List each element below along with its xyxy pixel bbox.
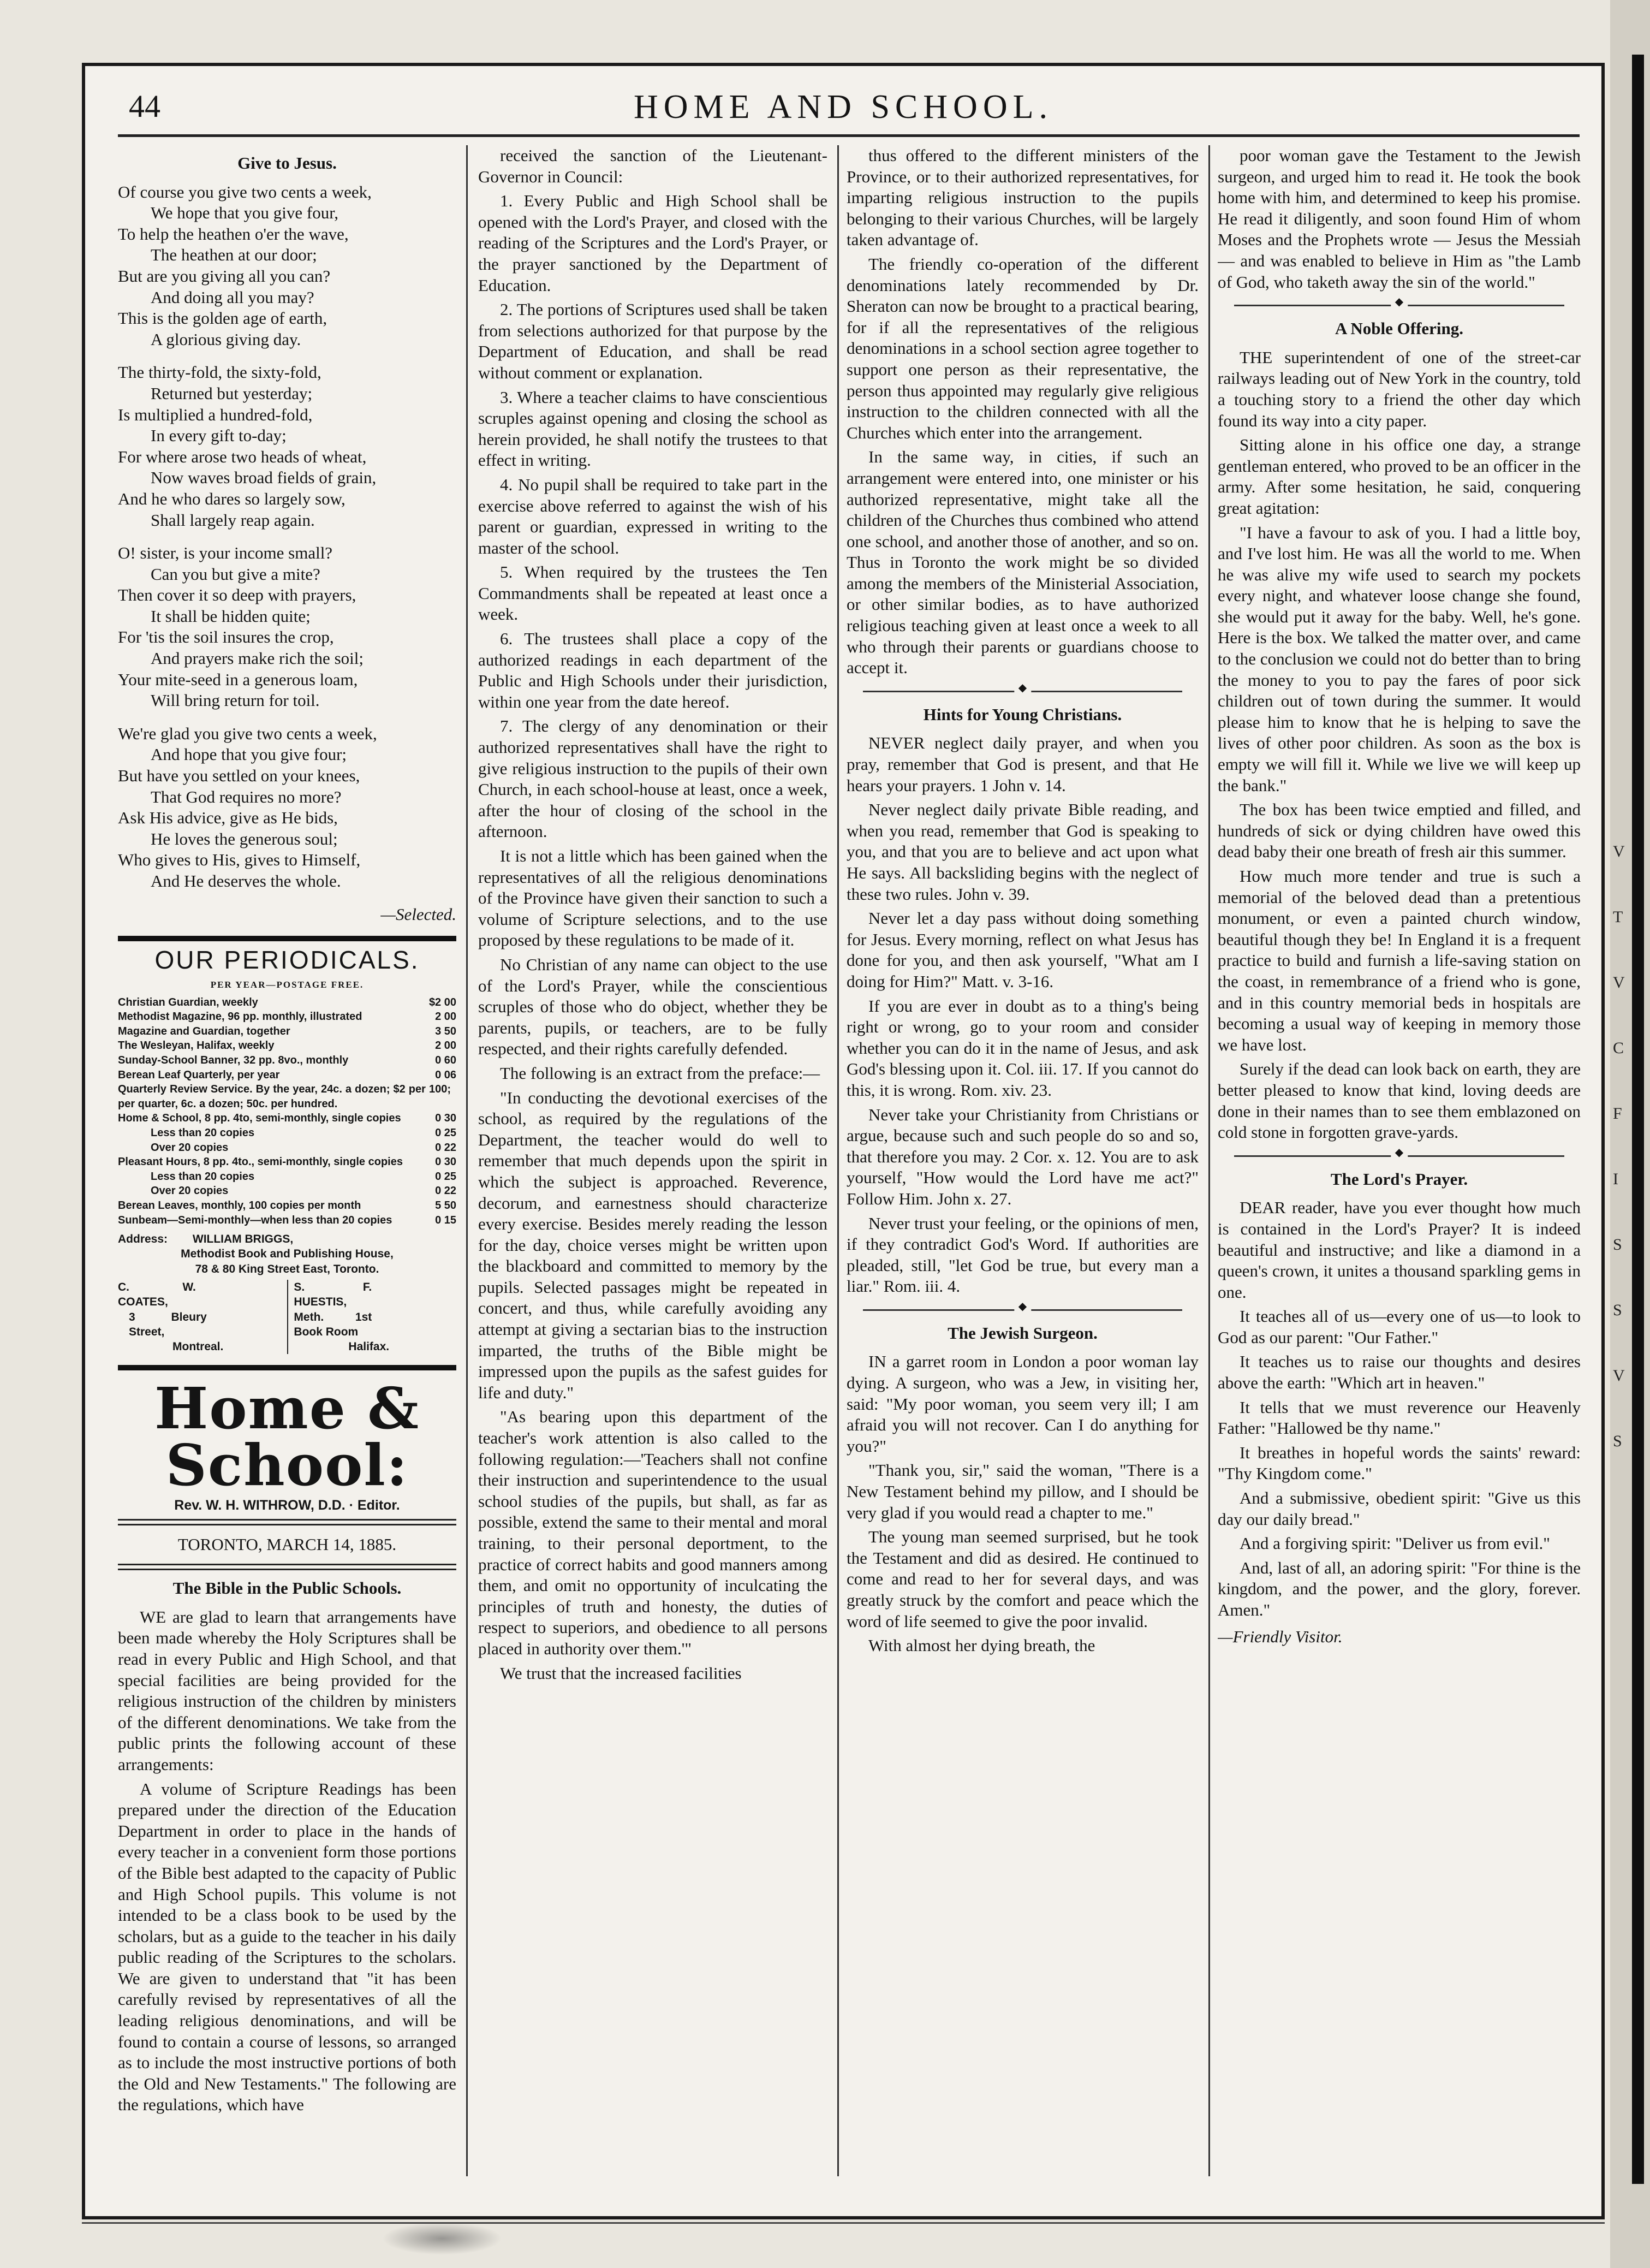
paragraph: 4. No pupil shall be required to take part in the exercise above referred to against the wish of his parent or guardian, expressed in writing to the master of the school. xyxy=(478,474,827,557)
periodical-name: Home & School, 8 pp. 4to, semi-monthly, single copies xyxy=(118,1112,401,1125)
paragraph: 5. When required by the trustees the Ten Commandments shall be repeated at least once a week. xyxy=(478,562,827,624)
paragraph: We trust that the increased facilities xyxy=(500,1663,742,1683)
article-bible-continued xyxy=(478,145,827,1684)
article-bible-body xyxy=(118,1607,456,2116)
paragraph: IN a garret room in London a poor woman lay dying. A surgeon, who was a Jew, in visiting her, said: "My poor woman, you seem very ill; I am afraid you will not recover. Can I do anything for you?" xyxy=(847,1352,1199,1456)
periodical-row xyxy=(118,1010,456,1024)
paragraph: With almost her dying breath, the xyxy=(868,1636,1095,1655)
margin-letter: S xyxy=(1613,1432,1622,1450)
column-rule xyxy=(1208,145,1210,2176)
paragraph: The friendly co-operation of the different denominations lately recommended by Dr. Sheraton can now be brought to a practical bearing, for if all the representatives of the religious denominations in a school section agree together to support one person as their representative, the person thus appointed may regularly give religious instruction to the children connected with all the Churches which enter into the arrangement. xyxy=(847,254,1199,442)
periodical-row xyxy=(118,1068,456,1083)
periodical-row xyxy=(118,1111,456,1126)
section-rule xyxy=(118,936,456,941)
article-bible-end xyxy=(847,145,1199,679)
page-number: 44 xyxy=(129,88,160,124)
address-label: Address: xyxy=(118,1233,168,1246)
paragraph: A volume of Scripture Readings has been prepared under the direction of the Education Department in order to place in the hands of every teacher in a convenient form those portions of the Bible best adapted to the capacity of Public and High School pupils. This volume is not intended to be a class book to be used by the scholars, but as a guide to the teacher in his daily public reading of the Scriptures to the scholars. We are given to understand that "it has been carefully revised by representatives of all the leading religious denominations, and will be found to contain a course of lessons, so arranged as to include the most instructive portions of both the Old and New Testaments." The following are the regulations, which have xyxy=(118,1779,456,2115)
periodical-row xyxy=(118,1038,456,1053)
poem-line: We hope that you give four, xyxy=(151,203,339,223)
article-offering-body xyxy=(1218,347,1581,1143)
paragraph: The following is an extract from the preface:— xyxy=(500,1063,820,1083)
page-header xyxy=(85,66,1601,148)
paragraph: DEAR reader, have you ever thought how much is contained in the Lord's Prayer? It is indeed beautiful and instructive; and like a diamond in a queen's crown, it unites a thousand sparkling gems in one. xyxy=(1218,1198,1581,1302)
periodical-row xyxy=(118,995,456,1010)
poem-title: Give to Jesus. xyxy=(237,153,337,173)
article-prayer-title: The Lord's Prayer. xyxy=(1330,1169,1468,1189)
periodical-name: Berean Leaves, monthly, 100 copies per month xyxy=(118,1199,361,1212)
paragraph: If you are ever in doubt as to a thing's being right or wrong, go to your room and consider whether you can do it in the name of Jesus, and ask God's blessing upon it. Col. iii. 17. If you cannot do this, it is wrong. Rom. xiv. 23. xyxy=(847,996,1199,1100)
article-surgeon-title: The Jewish Surgeon. xyxy=(948,1323,1098,1343)
paragraph: The young man seemed surprised, but he took the Testament and did as desired. He continued to come and read to her for several days, and was greatly struck by the comfort and peace which the word of life seemed to give the poor invalid. xyxy=(847,1527,1199,1631)
paragraph: No Christian of any name can object to the use of the Lord's Prayer, while the conscientious scruples of those who do object, whether they be parents, pupils, or teachers, are to be fully respected, and their rights carefully defended. xyxy=(478,954,827,1059)
periodical-price: 0 22 xyxy=(435,1185,456,1197)
article-separator xyxy=(863,691,1182,692)
paragraph: It breathes in hopeful words the saints' reward: "Thy Kingdom come." xyxy=(1218,1442,1581,1483)
poem-stanza xyxy=(118,723,456,892)
poem-line: He loves the generous soul; xyxy=(151,829,338,848)
poem-line: We're glad you give two cents a week, xyxy=(118,723,377,743)
poem-line: This is the golden age of earth, xyxy=(118,308,327,328)
column-2 xyxy=(478,145,827,2176)
paragraph: Never take your Christianity from Christians or argue, because such and such people do so and so, that therefore you may. 2 Cor. x. 12. You are to ask yourself, "How would the Lord have me act?" Follow Him. John x. 27. xyxy=(847,1105,1199,1208)
article-hints-body xyxy=(847,733,1199,1297)
article-separator xyxy=(1234,305,1564,306)
poem-line: For where arose two heads of wheat, xyxy=(118,447,367,466)
publisher-address xyxy=(118,1232,456,1354)
paragraph: "Thank you, sir," said the woman, "There is a New Testament behind my pillow, and I should be very glad if you would read a chapter to me." xyxy=(847,1460,1199,1522)
paragraph: It teaches us to raise our thoughts and desires above the earth: "Which art in heaven." xyxy=(1218,1352,1581,1393)
periodical-row xyxy=(118,1213,456,1228)
poem-line: The heathen at our door; xyxy=(151,245,317,265)
poem-line: Of course you give two cents a week, xyxy=(118,182,372,201)
agent-halifax: S. F. HUESTIS, Meth. 1st Book Room Halifax. xyxy=(287,1280,456,1354)
margin-letter: F xyxy=(1613,1105,1622,1123)
poem-line: Will bring return for toil. xyxy=(151,691,320,710)
paragraph: poor woman gave the Testament to the Jewish surgeon, and urged him to read it. He took the book home with him, and determined to keep his promise. He read it diligently, and soon found Him of whom Moses and the Prophets wrote — Jesus the Messiah — and was enabled to believe in Him as "the Lamb of God, who taketh away the sin of the world." xyxy=(1218,146,1581,292)
poem-line: In every gift to-day; xyxy=(151,426,287,446)
paragraph: It is not a little which has been gained when the representatives of all the religious denominations of the Province have given their sanction to such a volume of Scripture selections, and to the use proposed by these regulations to be made of it. xyxy=(478,846,827,950)
paragraph: "I have a favour to ask of you. I had a little boy, and I've lost him. He was all the world to me. When he was alive my wife used to search my pockets every night, and whatever loose change she found, she would put it away for the baby. Well, he's gone. Here is the box. We talked the matter over, and came to the conclusion we could not do better than to bring the money to you to pay the fares of poor sick children out of town during the summer. It would please him to know that he is helping to save the lives of other poor children. As soon as the box is empty we will fill it. While we live we will keep up the bank." xyxy=(1218,523,1581,795)
periodical-price: 0 15 xyxy=(435,1214,456,1226)
paragraph: And, last of all, an adoring spirit: "For thine is the kingdom, and the power, and the glory, forever. Amen." xyxy=(1218,1558,1581,1619)
periodical-name: Methodist Magazine, 96 pp. monthly, illustrated xyxy=(118,1011,362,1023)
periodical-name: Less than 20 copies xyxy=(151,1126,255,1139)
paragraph: Surely if the dead can look back on earth, they are better pleased to know that kind, loving deeds are done in their names than to see them emblazoned on cold stone in forgotten grave-yards. xyxy=(1218,1059,1581,1142)
periodical-price: 2 00 xyxy=(435,1011,456,1023)
paragraph: "As bearing upon this department of the teacher's work attention is also called to the following regulation:—'Teachers shall not confine their instruction and superintendence to the usual school studies of the pupils, but shall, as far as possible, extend the same to their mental and moral training, to their personal deportment, to the practice of correct habits and good manners among them, and omit no opportunity of inculcating the principles of truth and honesty, the duties of respect to superiors, and obedience to all persons placed in authority over them.'" xyxy=(478,1407,827,1658)
paragraph: How much more tender and true is such a memorial of the beloved dead than a pretentious monument, or even a painted church window, beautiful though they be! In England it is a frequent practice to build and furnish a life-saving station on the coast, in remembrance of a friend who is gone, and in this country memorial beds in hospitals are becoming a usual way of keeping in memory those we have lost. xyxy=(1218,866,1581,1054)
paragraph: thus offered to the different ministers of the Province, or to their authorized representatives, for imparting religious instruction to the pupils belonging to their various Churches, will be largely taken advantage of. xyxy=(847,146,1199,250)
periodical-row xyxy=(118,1184,456,1198)
margin-letter: S xyxy=(1613,1301,1622,1319)
paragraph: WE are glad to learn that arrangements have been made whereby the Holy Scriptures shall be read in every Public and High School, and that special facilities are being provided for the religious instruction of the children by ministers of the different denominations. We take from the public prints the following account of these arrangements: xyxy=(118,1607,456,1774)
periodical-price: 3 50 xyxy=(435,1025,456,1037)
poem-line: Can you but give a mite? xyxy=(151,564,320,584)
poem-line: But are you giving all you can? xyxy=(118,266,331,286)
paragraph: 6. The trustees shall place a copy of the authorized readings in each department of the Public and High Schools under their jurisdiction, within one year from the date hereof. xyxy=(478,629,827,711)
margin-letter: T xyxy=(1613,908,1623,926)
periodical-row xyxy=(118,1126,456,1141)
print-smudge xyxy=(382,2222,502,2255)
periodical-price: 5 50 xyxy=(435,1199,456,1212)
article-offering-title: A Noble Offering. xyxy=(1335,319,1464,339)
periodicals-subtitle: PER YEAR—POSTAGE FREE. xyxy=(210,979,364,990)
poem-line: O! sister, is your income small? xyxy=(118,543,333,563)
poem-line: Shall largely reap again. xyxy=(151,510,315,530)
article-hints-title: Hints for Young Christians. xyxy=(923,704,1122,724)
poem-line: But have you settled on your knees, xyxy=(118,766,360,786)
poem-line: Now waves broad fields of grain, xyxy=(151,468,377,488)
periodical-name: Less than 20 copies xyxy=(151,1170,255,1183)
poem-stanza xyxy=(118,543,456,711)
publisher-line-3: 78 & 80 King Street East, Toronto. xyxy=(195,1262,379,1275)
adjacent-page-letters xyxy=(1613,819,1635,1474)
column-rule xyxy=(466,145,468,2176)
agent-montreal: C. W. COATES, 3 Bleury Street, Montreal. xyxy=(118,1281,224,1353)
paragraph: 7. The clergy of any denomination or their authorized representatives shall have the right to give religious instruction to the pupils of their own Church, in each school-house at least, once a week, after the hour of closing of the school in the afternoon. xyxy=(478,716,827,841)
poem-line: To help the heathen o'er the wave, xyxy=(118,224,349,244)
poem-line: And doing all you may? xyxy=(151,287,314,307)
paragraph: It teaches all of us—every one of us—to look to God as our parent: "Our Father." xyxy=(1218,1307,1581,1347)
margin-letter: V xyxy=(1613,842,1625,860)
paragraph: Never let a day pass without doing something for Jesus. Every morning, reflect on what Jesus has done for you, and then ask yourself, "What am I doing for Him?" Matt. v. 3-16. xyxy=(847,909,1199,991)
paragraph: THE superintendent of one of the street-car railways leading out of New York in the country, told a touching story to a friend the other day which found its way into a city paper. xyxy=(1218,347,1581,430)
article-surgeon-continued xyxy=(1218,145,1581,293)
periodical-name: Sunday-School Banner, 32 pp. 8vo., monthly xyxy=(118,1054,349,1066)
poem-line: Returned but yesterday; xyxy=(151,383,313,403)
periodical-price: 0 06 xyxy=(435,1068,456,1081)
poem-line: And prayers make rich the soil; xyxy=(151,649,364,668)
newspaper-page xyxy=(82,63,1605,2219)
article-surgeon-body xyxy=(847,1351,1199,1656)
paragraph: And a submissive, obedient spirit: "Give us this day our daily bread." xyxy=(1218,1488,1581,1529)
paragraph: Never trust your feeling, or the opinions of men, if they contradict God's Word. If authorities are pleaded, still, "let God be true, but every man a liar." Rom. iii. 4. xyxy=(847,1213,1199,1296)
periodical-price: 2 00 xyxy=(435,1040,456,1052)
poem-body xyxy=(118,182,456,892)
masthead-rule xyxy=(118,1519,456,1525)
periodical-price: 0 25 xyxy=(435,1170,456,1183)
margin-letter: S xyxy=(1613,1236,1622,1254)
column-rule xyxy=(837,145,839,2176)
poem-signature: —Selected. xyxy=(380,904,456,924)
periodical-row xyxy=(118,1053,456,1068)
periodical-price: 0 30 xyxy=(435,1156,456,1168)
bottom-rule xyxy=(82,2222,1605,2224)
paragraph: NEVER neglect daily prayer, and when you pray, remember that God is present, and that He hears your prayers. 1 John v. 14. xyxy=(847,733,1199,795)
poem-line: Is multiplied a hundred-fold, xyxy=(118,405,313,424)
poem-line: And hope that you give four; xyxy=(151,745,347,764)
paragraph: And a forgiving spirit: "Deliver us from evil." xyxy=(1240,1534,1550,1553)
poem-line: A glorious giving day. xyxy=(151,329,301,349)
periodical-name: Sunbeam—Semi-monthly—when less than 20 copies xyxy=(118,1214,392,1226)
poem-line: Ask His advice, give as He bids, xyxy=(118,808,338,828)
poem-line: For 'tis the soil insures the crop, xyxy=(118,627,334,647)
poem-line: And He deserves the whole. xyxy=(151,871,341,890)
periodical-name: Christian Guardian, weekly xyxy=(118,996,258,1008)
dateline-rule xyxy=(118,1564,456,1570)
periodical-price: 0 60 xyxy=(435,1054,456,1066)
article-bible-title: The Bible in the Public Schools. xyxy=(172,1578,402,1598)
periodical-row xyxy=(118,1169,456,1184)
periodical-price: 0 22 xyxy=(435,1141,456,1154)
paragraph: Sitting alone in his office one day, a strange gentleman entered, who proved to be an officer in the army. After some hesitation, he said, conquering great agitation: xyxy=(1218,435,1581,518)
publisher-line-2: Methodist Book and Publishing House, xyxy=(181,1248,394,1261)
paragraph: 2. The portions of Scriptures used shall be taken from selections authorized for that purpose by the Department of Education, and shall be read without comment or explanation. xyxy=(478,300,827,382)
poem-line: The thirty-fold, the sixty-fold, xyxy=(118,363,321,382)
periodical-price: 0 25 xyxy=(435,1126,456,1139)
poem-line: And he who dares so largely sow, xyxy=(118,489,346,508)
poem-line: It shall be hidden quite; xyxy=(151,606,311,626)
paragraph: 3. Where a teacher claims to have conscientious scruples against opening and closing the school as herein provided, he shall notify the trustees to that effect in writing. xyxy=(478,387,827,470)
poem-line: Then cover it so deep with prayers, xyxy=(118,585,356,605)
periodicals-title: OUR PERIODICALS. xyxy=(154,946,420,975)
poem-stanza xyxy=(118,182,456,351)
periodical-row xyxy=(118,1155,456,1169)
periodical-price: 0 30 xyxy=(435,1112,456,1125)
periodical-name: Over 20 copies xyxy=(151,1141,229,1154)
masthead-editor: Rev. W. H. WITHROW, D.D. · Editor. xyxy=(174,1498,400,1513)
paragraph: 1. Every Public and High School shall be opened with the Lord's Prayer, and closed with the reading of the Scriptures and the Lord's Prayer, or the prayer sanctioned by the Department of Education. xyxy=(478,191,827,295)
periodical-name: Berean Leaf Quarterly, per year xyxy=(118,1068,280,1081)
masthead-title: Home & School: xyxy=(154,1375,420,1499)
poem-line: Who gives to His, gives to Himself, xyxy=(118,850,361,870)
article-separator xyxy=(1234,1155,1564,1157)
section-rule xyxy=(118,1365,456,1370)
article-prayer-body xyxy=(1218,1197,1581,1620)
column-4 xyxy=(1218,145,1581,2176)
poem-line: Your mite-seed in a generous loam, xyxy=(118,669,358,689)
column-3 xyxy=(847,145,1199,2176)
periodical-row xyxy=(118,1024,456,1039)
paragraph: It tells that we must reverence our Heavenly Father: "Hallowed be thy name." xyxy=(1218,1397,1581,1438)
margin-letter: V xyxy=(1613,1367,1625,1385)
periodical-name: Magazine and Guardian, together xyxy=(118,1025,290,1037)
periodical-row xyxy=(118,1082,456,1111)
paragraph: The box has been twice emptied and filled, and hundreds of sick or dying children have owed this dead baby their one breath of fresh air this summer. xyxy=(1218,800,1581,862)
periodicals-price-list xyxy=(118,995,456,1228)
column-1 xyxy=(118,145,456,2176)
periodical-name: Quarterly Review Service. By the year, 24c. a dozen; $2 per 100; per quarter, 6c. a dozen; 50c. per hundred. xyxy=(118,1083,451,1110)
paragraph: Never neglect daily private Bible reading, and when you read, remember that God is speaking to you, and that you are to believe and act upon what He says. All backsliding begins with the neglect of these two rules. John v. 39. xyxy=(847,800,1199,904)
paragraph: received the sanction of the Lieutenant-Governor in Council: xyxy=(478,146,827,186)
periodical-row xyxy=(118,1141,456,1155)
paragraph: In the same way, in cities, if such an arrangement were entered into, one minister or his authorized representative, might take all the children of the Churches thus combined who attend one school, and another those of another, and so on. Thus in Toronto the work might be so divided among the members of the Ministerial Association, or other similar bodies, as to have authorized religious teaching given at least once a week to all who through their parents or guardians choose to accept it. xyxy=(847,447,1199,678)
dateline: TORONTO, MARCH 14, 1885. xyxy=(177,1534,397,1554)
periodical-name: The Wesleyan, Halifax, weekly xyxy=(118,1040,275,1052)
margin-letter: C xyxy=(1613,1039,1624,1057)
poem-stanza xyxy=(118,362,456,531)
publisher-name: WILLIAM BRIGGS, xyxy=(192,1233,294,1246)
poem-line: That God requires no more? xyxy=(151,787,342,806)
article-separator xyxy=(863,1309,1182,1311)
periodical-row xyxy=(118,1198,456,1213)
periodical-price: $2 00 xyxy=(428,996,456,1008)
margin-letter: V xyxy=(1613,973,1625,991)
periodical-name: Pleasant Hours, 8 pp. 4to., semi-monthly, single copies xyxy=(118,1156,403,1168)
periodical-name: Over 20 copies xyxy=(151,1185,229,1197)
prayer-signature: —Friendly Visitor. xyxy=(1218,1626,1343,1646)
running-title: HOME AND SCHOOL. xyxy=(634,88,1053,126)
margin-letter: I xyxy=(1613,1170,1618,1188)
paragraph: "In conducting the devotional exercises of the school, as required by the regulations of the Department, the teacher would do well to remember that much depends upon the spirit in which the subject is approached. Reverence, decorum, and earnestness should characterize every exercise. Besides merely reading the lesson for the day, choice verses might be written upon the blackboard and committed to memory by the pupils. Selected passages might be repeated in concert, and thus, while carefully avoiding any attempt at giving a sectarian bias to the instruction imparted, the truths of the Bible might be impressed upon the pupils as the safest guides for life and duty." xyxy=(478,1088,827,1402)
header-rule xyxy=(118,134,1580,137)
